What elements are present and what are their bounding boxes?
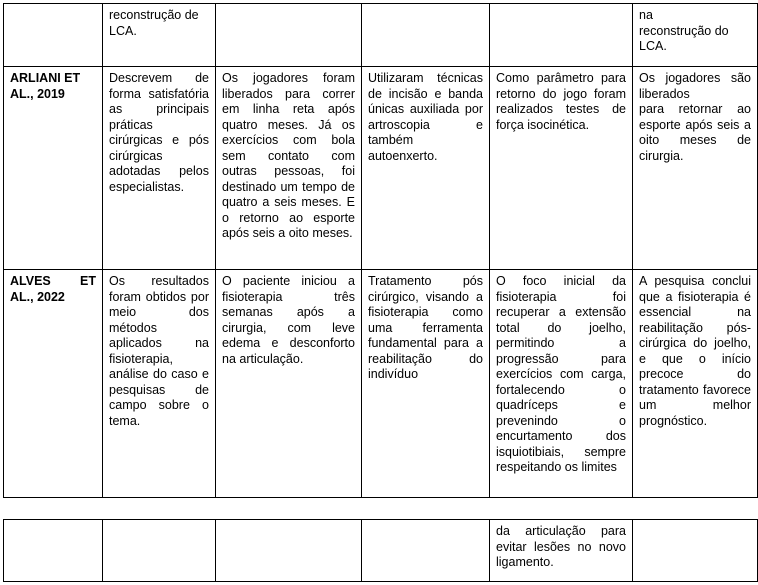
methods-cell: Os resultados foram obtidos por meio dos métodos aplicados na fisioterapia, análise do caso e pesquisas de campo sobre o tema. xyxy=(103,270,216,498)
technique-cell: Utilizaram técnicas de incisão e banda únicas auxiliada por artroscopia e também autoenxerto. xyxy=(362,67,490,270)
author-cell: ALVES ET AL., 2022 xyxy=(4,270,103,498)
technique-cell xyxy=(362,520,490,582)
results-table-continued xyxy=(3,519,758,582)
conclusion-cell: Os jogadores são liberados para retornar ao esporte após seis a oito meses de cirurgia. xyxy=(633,67,758,270)
table-row xyxy=(4,4,758,67)
return-cell xyxy=(216,4,362,67)
table-row xyxy=(4,67,758,270)
criteria-cell: O foco inicial da fisioterapia foi recuperar a extensão total do joelho, permitindo a progressão para exercícios com carga, fortalecendo o quadríceps e prevenindo o encurtamento dos isquiotibiais, sempre respeitando os limites xyxy=(490,270,633,498)
return-cell: O paciente iniciou a fisioterapia três semanas após a cirurgia, com leve edema e desconforto na articulação. xyxy=(216,270,362,498)
conclusion-cell: A pesquisa conclui que a fisioterapia é essencial na reabilitação pós-cirúrgica do joelho, e que o início precoce do tratamento favorece um melhor prognóstico. xyxy=(633,270,758,498)
technique-cell: Tratamento pós cirúrgico, visando a fisioterapia como uma ferramenta fundamental para a reabilitação do indivíduo xyxy=(362,270,490,498)
conclusion-cell: na reconstrução do LCA. xyxy=(633,4,758,67)
table-row xyxy=(4,520,758,582)
conclusion-cell xyxy=(633,520,758,582)
criteria-cell xyxy=(490,4,633,67)
author-cell xyxy=(4,4,103,67)
criteria-cell: Como parâmetro para retorno do jogo foram realizados testes de força isocinética. xyxy=(490,67,633,270)
methods-cell: Descrevem de forma satisfatória as principais práticas cirúrgicas e pós cirúrgicas adotadas pelos especialistas. xyxy=(103,67,216,270)
author-cell: ARLIANI ET AL., 2019 xyxy=(4,67,103,270)
results-table xyxy=(3,3,758,498)
criteria-cell: da articulação para evitar lesões no novo ligamento. xyxy=(490,520,633,582)
author-cell xyxy=(4,520,103,582)
return-cell: Os jogadores foram liberados para correr em linha reta após quatro meses. Já os exercícios com bola sem contato com outras pessoas, foi destinado um tempo de quatro a seis meses. E o retorno ao esporte após seis a oito meses. xyxy=(216,67,362,270)
technique-cell xyxy=(362,4,490,67)
methods-cell xyxy=(103,520,216,582)
methods-cell: reconstrução de LCA. xyxy=(103,4,216,67)
return-cell xyxy=(216,520,362,582)
table-row xyxy=(4,270,758,498)
